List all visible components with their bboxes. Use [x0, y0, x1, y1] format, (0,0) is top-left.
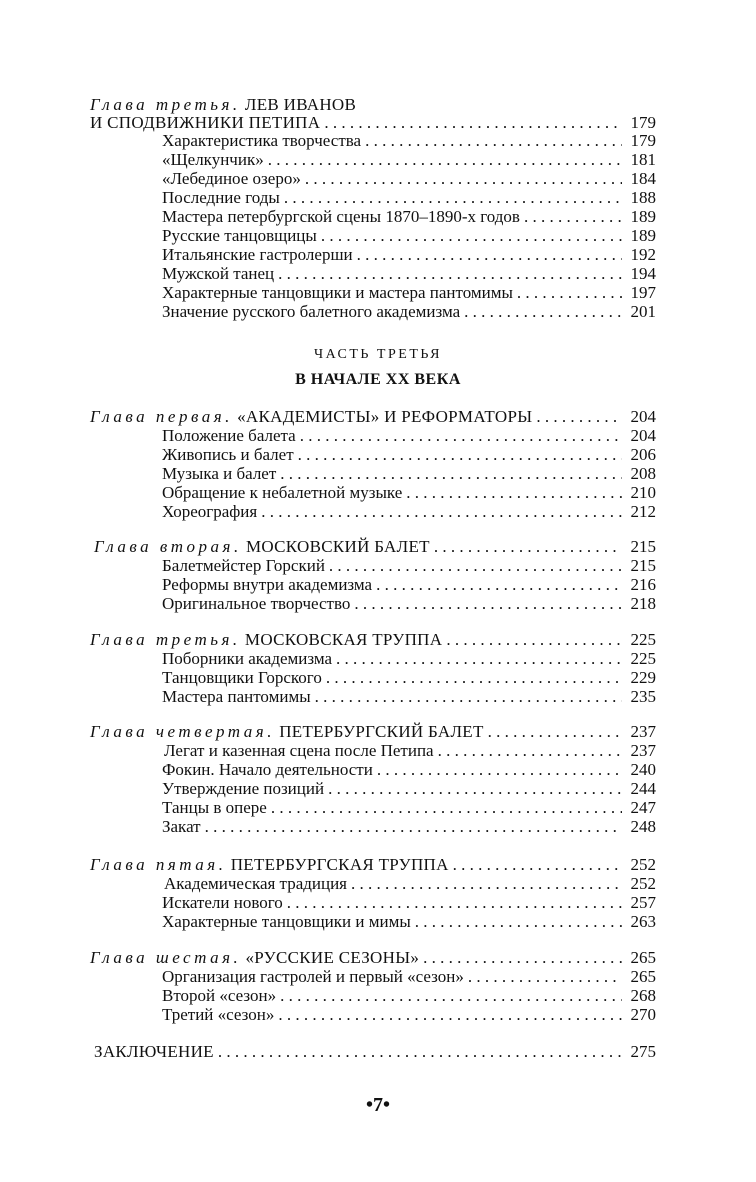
- page-number: 237: [630, 722, 656, 741]
- page-number: 189: [630, 207, 656, 226]
- entry-title: Положение балета: [162, 426, 296, 445]
- dot-leader: [365, 131, 622, 150]
- chapter-title: ПЕТЕРБУРГСКИЙ БАЛЕТ: [279, 722, 484, 741]
- entry-title: Третий «сезон»: [162, 1005, 275, 1024]
- chapter-label: Глава вторая.: [94, 537, 242, 556]
- entry-title: Второй «сезон»: [162, 986, 277, 1005]
- page-number: 181: [630, 150, 656, 169]
- dot-leader: [354, 594, 622, 613]
- chapter-label: Глава четвертая.: [90, 722, 275, 741]
- page-number: 218: [630, 594, 656, 613]
- page-number: 268: [630, 986, 656, 1005]
- toc-entry: [162, 226, 656, 245]
- toc-entry: [162, 798, 656, 817]
- chapter-title: «АКАДЕМИСТЫ» И РЕФОРМАТОРЫ: [237, 407, 533, 426]
- page-number: 248: [630, 817, 656, 836]
- page-number: 215: [630, 556, 656, 575]
- dot-leader: [280, 464, 622, 483]
- entry-title: Последние годы: [162, 188, 280, 207]
- entry-title: Реформы внутри академизма: [162, 575, 373, 594]
- toc-entry: [162, 207, 656, 226]
- page-number: 201: [630, 302, 656, 321]
- page-number: 265: [630, 967, 656, 986]
- dot-leader: [434, 537, 622, 556]
- dot-leader: [268, 150, 622, 169]
- dot-leader: [326, 668, 622, 687]
- chapter-title: МОСКОВСКАЯ ТРУППА: [244, 630, 443, 649]
- entry-title: Характеристика творчества: [162, 131, 362, 150]
- chapter-row: [90, 855, 656, 874]
- dot-leader: [218, 1042, 622, 1061]
- entry-title: Закат: [162, 817, 201, 836]
- dot-leader: [446, 630, 622, 649]
- chapter-label: Глава шестая.: [90, 948, 242, 967]
- chapter-row: [90, 948, 656, 967]
- dot-leader: [536, 407, 622, 426]
- toc-entry: [162, 668, 656, 687]
- entry-title: Обращение к небалетной музыке: [162, 483, 403, 502]
- page-number: 184: [630, 169, 656, 188]
- chapter-title: «РУССКИЕ СЕЗОНЫ»: [245, 948, 420, 967]
- dot-leader: [300, 426, 622, 445]
- page-number: 244: [630, 779, 656, 798]
- page-folio: •7•: [365, 1094, 390, 1116]
- entry-title: Искатели нового: [162, 893, 283, 912]
- dot-leader: [351, 874, 622, 893]
- page-number: 179: [630, 113, 656, 132]
- page-number: 212: [630, 502, 656, 521]
- dot-leader: [488, 722, 622, 741]
- toc-entry: [162, 483, 656, 502]
- toc-entry: [162, 817, 656, 836]
- chapter-row: [90, 407, 656, 426]
- dot-leader: [305, 169, 622, 188]
- page-number: 225: [630, 630, 656, 649]
- page-number: 216: [630, 575, 656, 594]
- entry-title: Русские танцовщицы: [162, 226, 317, 245]
- toc-entry: [162, 169, 656, 188]
- dot-leader: [415, 912, 622, 931]
- toc-entry: [162, 502, 656, 521]
- page-number: 194: [630, 264, 656, 283]
- page-number: 265: [630, 948, 656, 967]
- toc-entry: [162, 426, 656, 445]
- page-number: 204: [630, 407, 656, 426]
- toc-entry: [162, 464, 656, 483]
- toc-entry: [162, 556, 656, 575]
- dot-leader: [287, 893, 622, 912]
- chapter-label: Глава пятая.: [90, 855, 227, 874]
- dot-leader: [376, 575, 622, 594]
- page-number: 192: [630, 245, 656, 264]
- toc-entry: [162, 245, 656, 264]
- dot-leader: [517, 283, 622, 302]
- page-number: 263: [630, 912, 656, 931]
- dot-leader: [278, 264, 622, 283]
- page-number: 215: [630, 537, 656, 556]
- chapter-row: [90, 630, 656, 649]
- page-number: 206: [630, 445, 656, 464]
- chapter-row: [90, 722, 656, 741]
- toc-entry: [164, 741, 656, 760]
- dot-leader: [328, 779, 622, 798]
- page-number: 188: [630, 188, 656, 207]
- dot-leader: [377, 760, 622, 779]
- toc-entry: [162, 283, 656, 302]
- dot-leader: [315, 687, 622, 706]
- page-number: 240: [630, 760, 656, 779]
- dot-leader: [284, 188, 622, 207]
- dot-leader: [321, 226, 622, 245]
- dot-leader: [329, 556, 622, 575]
- toc-entry: [162, 779, 656, 798]
- toc-entry: [162, 912, 656, 931]
- entry-title: Хореография: [162, 502, 258, 521]
- conclusion-title: ЗАКЛЮЧЕНИЕ: [94, 1042, 214, 1061]
- chapter-label: Глава первая.: [90, 407, 233, 426]
- dot-leader: [357, 245, 622, 264]
- entry-title: Характерные танцовщики и мастера пантомимы: [162, 283, 513, 302]
- toc-entry: [162, 967, 656, 986]
- toc-entry: [162, 986, 656, 1005]
- toc-entry: [162, 445, 656, 464]
- chapter-title-cont: И СПОДВИЖНИКИ ПЕТИПА: [90, 113, 321, 132]
- toc-entry: [162, 893, 656, 912]
- dot-leader: [324, 113, 622, 132]
- page-number: 229: [630, 668, 656, 687]
- chapter-title: МОСКОВСКИЙ БАЛЕТ: [245, 537, 430, 556]
- page-number: 210: [630, 483, 656, 502]
- page-number: 225: [630, 649, 656, 668]
- entry-title: Поборники академизма: [162, 649, 333, 668]
- entry-title: Танцовщики Горского: [162, 668, 322, 687]
- entry-title: «Лебединое озеро»: [162, 169, 301, 188]
- dot-leader: [261, 502, 622, 521]
- dot-leader: [468, 967, 622, 986]
- page-number: 252: [630, 855, 656, 874]
- page-number: 257: [630, 893, 656, 912]
- chapter-heading: [90, 95, 356, 114]
- page-number: 189: [630, 226, 656, 245]
- dot-leader: [524, 207, 622, 226]
- dot-leader: [271, 798, 622, 817]
- entry-title: Утверждение позиций: [162, 779, 325, 798]
- toc-entry: [162, 594, 656, 613]
- conclusion-row: [94, 1042, 656, 1061]
- page-number: 208: [630, 464, 656, 483]
- dot-leader: [453, 855, 622, 874]
- page-number: 179: [630, 131, 656, 150]
- entry-title: Организация гастролей и первый «сезон»: [162, 967, 464, 986]
- toc-entry: [162, 131, 656, 150]
- toc-entry: [164, 874, 656, 893]
- dot-leader: [298, 445, 622, 464]
- page-number: 275: [630, 1042, 656, 1061]
- toc-entry: [162, 302, 656, 321]
- toc-entry: [162, 1005, 656, 1024]
- part-label: ЧАСТЬ ТРЕТЬЯ: [313, 347, 442, 362]
- chapter-row: [94, 537, 656, 556]
- dot-leader: [280, 986, 622, 1005]
- dot-leader: [278, 1005, 622, 1024]
- chapter-label: Глава третья.: [90, 630, 241, 649]
- chapter-title: ПЕТЕРБУРГСКАЯ ТРУППА: [230, 855, 449, 874]
- toc-entry: [162, 575, 656, 594]
- entry-title: Музыка и балет: [162, 464, 277, 483]
- entry-title: Значение русского балетного академизма: [162, 302, 461, 321]
- page-number: 235: [630, 687, 656, 706]
- dot-leader: [423, 948, 622, 967]
- page-number: 197: [630, 283, 656, 302]
- dot-leader: [438, 741, 622, 760]
- entry-title: Мужской танец: [162, 264, 275, 283]
- entry-title: Живопись и балет: [162, 445, 294, 464]
- entry-title: Характерные танцовщики и мимы: [162, 912, 411, 931]
- entry-title: Балетмейстер Горский: [162, 556, 325, 575]
- page-number: 204: [630, 426, 656, 445]
- entry-title: Легат и казенная сцена после Петипа: [164, 741, 434, 760]
- dot-leader: [336, 649, 622, 668]
- toc-entry: [162, 150, 656, 169]
- toc-entry: [162, 264, 656, 283]
- toc-entry: [162, 760, 656, 779]
- page-number: 237: [630, 741, 656, 760]
- dot-leader: [464, 302, 622, 321]
- entry-title: Мастера пантомимы: [162, 687, 311, 706]
- entry-title: Оригинальное творчество: [162, 594, 351, 613]
- entry-title: Итальянские гастролерши: [162, 245, 353, 264]
- page-number: 270: [630, 1005, 656, 1024]
- toc-entry: [162, 649, 656, 668]
- dot-leader: [406, 483, 622, 502]
- page-number: 252: [630, 874, 656, 893]
- toc-row: [90, 113, 656, 132]
- entry-title: Танцы в опере: [162, 798, 267, 817]
- dot-leader: [205, 817, 622, 836]
- page-number: 247: [630, 798, 656, 817]
- chapter-title: ЛЕВ ИВАНОВ: [244, 95, 357, 114]
- part-title: В НАЧАЛЕ XX ВЕКА: [295, 371, 461, 388]
- toc-entry: [162, 188, 656, 207]
- entry-title: Фокин. Начало деятельности: [162, 760, 373, 779]
- entry-title: Мастера петербургской сцены 1870–1890-х годов: [162, 207, 520, 226]
- toc-entry: [162, 687, 656, 706]
- chapter-label: Глава третья.: [90, 95, 241, 114]
- entry-title: Академическая традиция: [164, 874, 347, 893]
- entry-title: «Щелкунчик»: [162, 150, 264, 169]
